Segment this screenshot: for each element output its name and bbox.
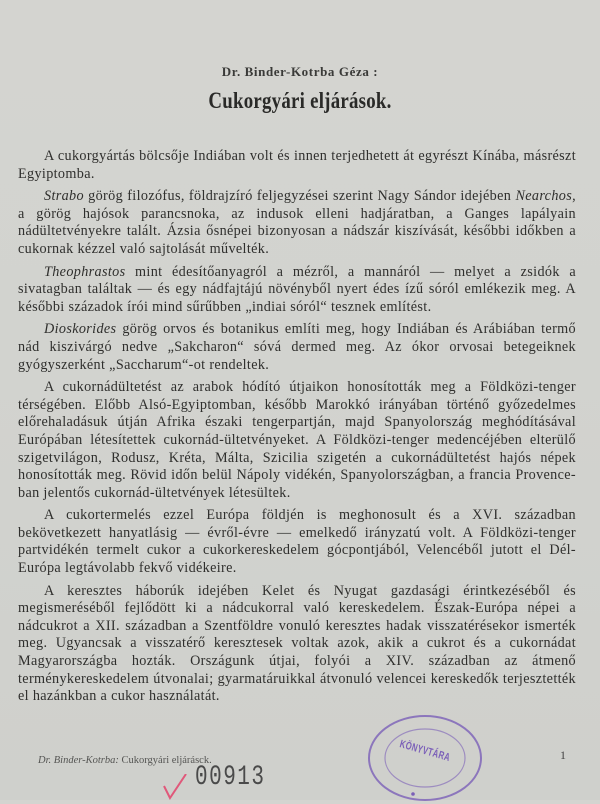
text-segment: görög orvos és botanikus említi meg, hogy Indiában és Arábiában termő nád kiszivárgó nedve „Sakcharon“ sóvá dermed meg. Az ókor orvosai betegeiknek gyógyszerként „Saccharum“-ot rendeltek. bbox=[18, 321, 576, 373]
paragraph bbox=[18, 583, 576, 706]
text-segment: , a görög hajósok parancsnoka, az indusok elleni hadjáratban, a Ganges lapályain nádültetvényekre talált. Ázsia ősnépei bizonyosan a nádszár kiszívását, későbbi időkben a cukornak kézzel való sajtolását művelték. bbox=[18, 188, 576, 257]
text-segment: görög filozófus, földrajzíró feljegyzései szerint Nagy Sándor idejében bbox=[83, 188, 516, 205]
stamp-label: KÖNYVTÁRA bbox=[398, 738, 452, 765]
paragraph bbox=[18, 264, 576, 317]
body-text bbox=[18, 148, 576, 711]
document-title: Cukorgyári eljárások. bbox=[208, 88, 392, 113]
italic-name: Strabo bbox=[44, 188, 84, 205]
paragraph bbox=[18, 507, 576, 577]
italic-name: Nearchos bbox=[515, 188, 573, 205]
inventory-number: 00913 bbox=[195, 762, 266, 793]
italic-name: Dioskorides bbox=[44, 321, 117, 338]
running-footer bbox=[38, 755, 212, 766]
text-segment: mint édesítőanyagról a mézről, a mannáról — melyet a zsidók a sivatagban találtak — és egy nádfajtájú növényből nyert édes ízű sóról emlékezik meg. A későbbi századok írói mind sűrűbben „indiai sóról“ tesznek említést. bbox=[18, 263, 576, 315]
author-line: Dr. Binder-Kotrba Géza : bbox=[221, 64, 379, 79]
paragraph bbox=[18, 321, 576, 374]
library-stamp-icon bbox=[365, 712, 485, 804]
paragraph bbox=[18, 188, 576, 258]
footer-author: Dr. Binder-Kotrba: bbox=[38, 755, 119, 766]
footer-title: Cukorgyári eljárásck. bbox=[118, 755, 212, 766]
check-mark-icon bbox=[160, 774, 190, 800]
paragraph bbox=[18, 379, 576, 502]
text-segment: A cukorgyártás bölcsője Indiában volt és innen terjedhetett át egyrészt Kínába, másrészt Egyiptomba. bbox=[18, 148, 576, 182]
italic-name: Theophrastos bbox=[44, 263, 126, 280]
text-segment: A keresztes háborúk idejében Kelet és Nyugat gazdasági érintkezéséből és megismeréséből fejlődött ki a nádcukorral való kereskedelem. Észak-Európa népei a nádcukrot a XII. században a Szentföldre vonuló keresztes hadak visszatérésekor ismerték meg. Ugyancsak a visszatérő keresztesek voltak azok, akik a cukrot és a cukornádat Magyarországba hozták. Országunk útjai, folyói a XIV. században az átmenő terménykereskedelem útvonalai; gyarmatáruikkal átvonuló velencei kereskedők terjesztették el hazánkban a cukor használatát. bbox=[18, 582, 576, 705]
page-number: 1 bbox=[560, 748, 566, 762]
text-segment: A cukortermelés ezzel Európa földjén is meghonosult és a XVI. században bekövetkezett hanyatlásig — évről-évre — emelkedő irányzatú volt. A Földközi-tenger partvidékén termelt cukor a cukorkereskedelem gócpontjából, Velencéből jutott el Dél-Európa legtávolabb fekvő vidékeire. bbox=[18, 507, 576, 577]
text-segment: A cukornádültetést az arabok hódító útjaikon honosították meg a Földközi-tenger térségében. Előbb Alsó-Egyiptomban, később Marokkó irányában történő győzedelmes előrehaladásuk útján Afrika északi tengerpartján, majd Spanyolország meghódításával Európában létesítettek cukornád-ültetvényeket. A Földközi-tenger medencéjében elterülő szigetvilágon, Rodusz, Kréta, Málta, Szicilia szigetén a cukornádültetést hajós népek honosították meg. Rövid időn belül Nápoly vidékén, Spanyolországban, a francia Provence-ban jelentős cukornád-ültetvények létesültek. bbox=[18, 379, 576, 501]
paragraph bbox=[18, 148, 576, 183]
